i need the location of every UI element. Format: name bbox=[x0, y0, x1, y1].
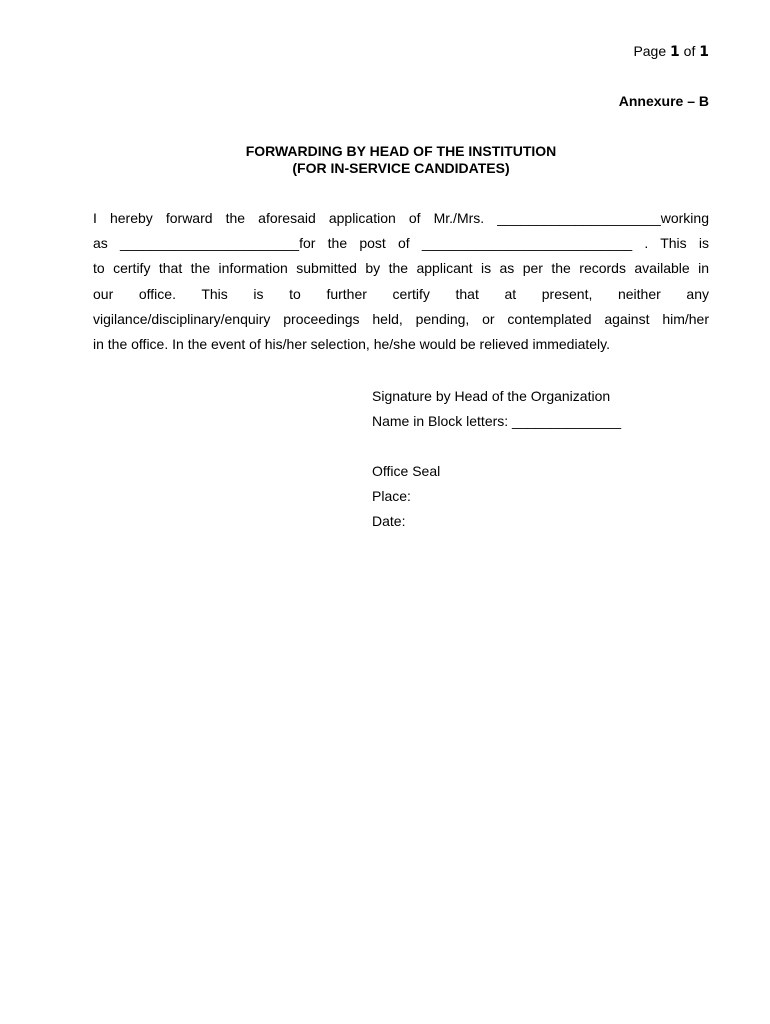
date-label: Date: bbox=[372, 513, 406, 529]
paragraph-line-3: to certify that the information submitted by the applicant is as per the records available in bbox=[93, 260, 709, 277]
name-in-block-letters-field: Name in Block letters: ______________ bbox=[372, 413, 622, 429]
page-total: 1 bbox=[699, 44, 709, 60]
title-line-2: (FOR IN-SERVICE CANDIDATES) bbox=[292, 160, 510, 176]
page-number bbox=[633, 43, 709, 60]
page-of: of bbox=[683, 43, 696, 59]
office-seal-label: Office Seal bbox=[372, 463, 441, 479]
paragraph-line-6: in the office. In the event of his/her selection, he/she would be relieved immediately. bbox=[93, 336, 611, 353]
title-line-1: FORWARDING BY HEAD OF THE INSTITUTION bbox=[245, 143, 557, 159]
spacer bbox=[372, 434, 621, 459]
place-label: Place: bbox=[372, 488, 411, 504]
forwarding-paragraph bbox=[93, 206, 709, 357]
paragraph-line-1: I hereby forward the aforesaid application of Mr./Mrs. _____________________working bbox=[93, 210, 709, 226]
paragraph-line-2: as _______________________for the post of ___________________________ . This is bbox=[93, 235, 709, 252]
annexure-label: Annexure – B bbox=[618, 93, 709, 109]
page-current: 1 bbox=[670, 44, 680, 60]
signature-label: Signature by Head of the Organization bbox=[372, 388, 611, 404]
paragraph-line-5: vigilance/disciplinary/enquiry proceedings held, pending, or contemplated against him/her bbox=[93, 310, 709, 327]
page-prefix: Page bbox=[633, 43, 667, 59]
document-title bbox=[93, 143, 709, 177]
paragraph-line-4: our office. This is to further certify that at present, neither any bbox=[93, 285, 709, 302]
signature-block bbox=[372, 384, 621, 534]
